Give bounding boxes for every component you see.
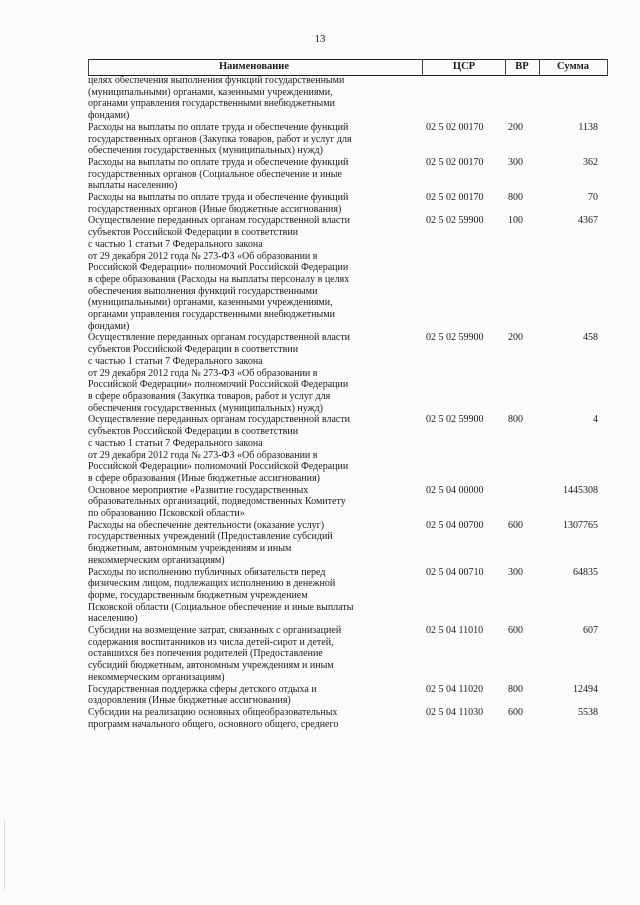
row-csr: 02 5 04 00710 xyxy=(426,566,484,578)
page-number: 13 xyxy=(314,33,326,45)
row-sum: 1138 xyxy=(578,121,598,133)
table-header xyxy=(88,59,608,76)
table-row xyxy=(88,684,608,707)
row-vr: 600 xyxy=(508,625,523,637)
row-name: Субсидии на реализацию основных общеобразовательных программ начального общего, основного общего, среднего xyxy=(88,706,339,730)
row-vr: 800 xyxy=(508,414,523,426)
table-row xyxy=(88,122,608,157)
row-name: Расходы на выплаты по оплате труда и обеспечение функций государственных органов (Закупка товаров, работ и услуг для обеспечения государственных (муниципальных) нужд) xyxy=(88,121,352,157)
table-row xyxy=(88,75,608,122)
row-csr: 02 5 02 59900 xyxy=(426,414,484,426)
row-vr: 200 xyxy=(508,332,523,344)
row-csr: 02 5 04 11020 xyxy=(426,683,484,695)
row-name: целях обеспечения выполнения функций государственными (муниципальными) органами, казенными учреждениями, органами управления государственными внебюджетными фондами) xyxy=(88,75,345,122)
row-csr: 02 5 02 59900 xyxy=(426,215,484,227)
row-vr: 600 xyxy=(508,706,523,718)
row-sum: 458 xyxy=(583,332,598,344)
table-row xyxy=(88,332,608,414)
row-csr: 02 5 02 59900 xyxy=(426,332,484,344)
row-vr: 300 xyxy=(508,156,523,168)
row-vr: 600 xyxy=(508,519,523,531)
row-name: Осуществление переданных органам государственной власти субъектов Российской Федерации в соответствии с частью 1 статьи 7 Федерального закона от 29 декабря 2012 года № 273-ФЗ «Об образовании в Российской Федерации» полномочий Российской Федерации в сфере образования (Закупка товаров, работ и услуг для обеспечения государственных (муниципальных) нужд) xyxy=(88,332,351,414)
budget-table xyxy=(88,75,608,730)
row-csr: 02 5 02 00170 xyxy=(426,192,484,204)
table-row xyxy=(88,215,608,332)
header-divider xyxy=(88,59,89,75)
scan-edge-mark xyxy=(4,820,5,890)
row-csr: 02 5 02 00170 xyxy=(426,121,484,133)
row-sum: 4 xyxy=(593,414,598,426)
header-vr: ВР xyxy=(515,61,529,72)
row-vr: 300 xyxy=(508,566,523,578)
row-sum: 12494 xyxy=(573,683,598,695)
row-sum: 70 xyxy=(588,192,598,204)
header-divider xyxy=(539,59,540,75)
header-sum: Сумма xyxy=(557,61,589,72)
row-vr: 800 xyxy=(508,683,523,695)
row-csr: 02 5 04 00000 xyxy=(426,484,484,496)
row-sum: 1307765 xyxy=(563,519,598,531)
row-name: Расходы на выплаты по оплате труда и обеспечение функций государственных органов (Социальное обеспечение и иные выплаты населению) xyxy=(88,156,349,192)
row-sum: 1445308 xyxy=(563,484,598,496)
row-vr: 200 xyxy=(508,121,523,133)
row-csr: 02 5 04 11030 xyxy=(426,706,484,718)
row-name: Осуществление переданных органам государственной власти субъектов Российской Федерации в соответствии с частью 1 статьи 7 Федерального закона от 29 декабря 2012 года № 273-ФЗ «Об образовании в Российской Федерации» полномочий Российской Федерации в сфере образования (Расходы на выплаты персоналу в целях обеспечения выполнения функций государственными (муниципальными) органами, казенными учреждениями, органами управления государственными внебюджетными фондами) xyxy=(88,215,351,332)
row-csr: 02 5 04 00700 xyxy=(426,519,484,531)
row-name: Государственная поддержка сферы детского отдыха и оздоровления (Иные бюджетные ассигнования) xyxy=(88,683,317,707)
header-divider xyxy=(505,59,506,75)
row-sum: 607 xyxy=(583,625,598,637)
row-name: Осуществление переданных органам государственной власти субъектов Российской Федерации в соответствии с частью 1 статьи 7 Федерального закона от 29 декабря 2012 года № 273-ФЗ «Об образовании в Российской Федерации» полномочий Российской Федерации в сфере образования (Иные бюджетные ассигнования) xyxy=(88,414,351,484)
row-vr: 800 xyxy=(508,192,523,204)
row-sum: 5538 xyxy=(578,706,598,718)
header-csr: ЦСР xyxy=(452,61,476,72)
row-name: Расходы на выплаты по оплате труда и обеспечение функций государственных органов (Иные бюджетные ассигнования) xyxy=(88,192,349,215)
row-csr: 02 5 04 11010 xyxy=(426,625,484,637)
row-name: Основное мероприятие «Развитие государственных образовательных организаций, подведомственных Комитету по образованию Псковской области» xyxy=(88,484,346,520)
row-sum: 64835 xyxy=(573,566,598,578)
table-row xyxy=(88,157,608,192)
header-divider xyxy=(422,59,423,75)
row-name: Расходы по исполнению публичных обязательств перед физическим лицом, подлежащих исполнению в денежной форме, государственным бюджетным учреждением Псковской области (Социальное обеспечение и иные выплаты населению) xyxy=(88,566,354,625)
table-row xyxy=(88,707,608,730)
header-name: Наименование xyxy=(219,61,289,72)
header-divider xyxy=(607,59,608,75)
table-row xyxy=(88,520,608,567)
table-row xyxy=(88,414,608,484)
table-row xyxy=(88,567,608,626)
table-row xyxy=(88,192,608,215)
row-sum: 4367 xyxy=(578,215,598,227)
row-name: Субсидии на возмещение затрат, связанных с организацией содержания воспитанников из числа детей-сирот и детей, оставшихся без попечения родителей (Предоставление субсидий бюджетным, автономным учреждениям и иным некоммерческим организациям) xyxy=(88,625,342,683)
table-row xyxy=(88,625,608,684)
table-row xyxy=(88,485,608,520)
row-vr: 100 xyxy=(508,215,523,227)
row-csr: 02 5 02 00170 xyxy=(426,156,484,168)
row-sum: 362 xyxy=(583,156,598,168)
row-name: Расходы на обеспечение деятельности (оказание услуг) государственных учреждений (Предоставление субсидий бюджетным, автономным учреждениям и иным некоммерческим организациям) xyxy=(88,519,333,566)
